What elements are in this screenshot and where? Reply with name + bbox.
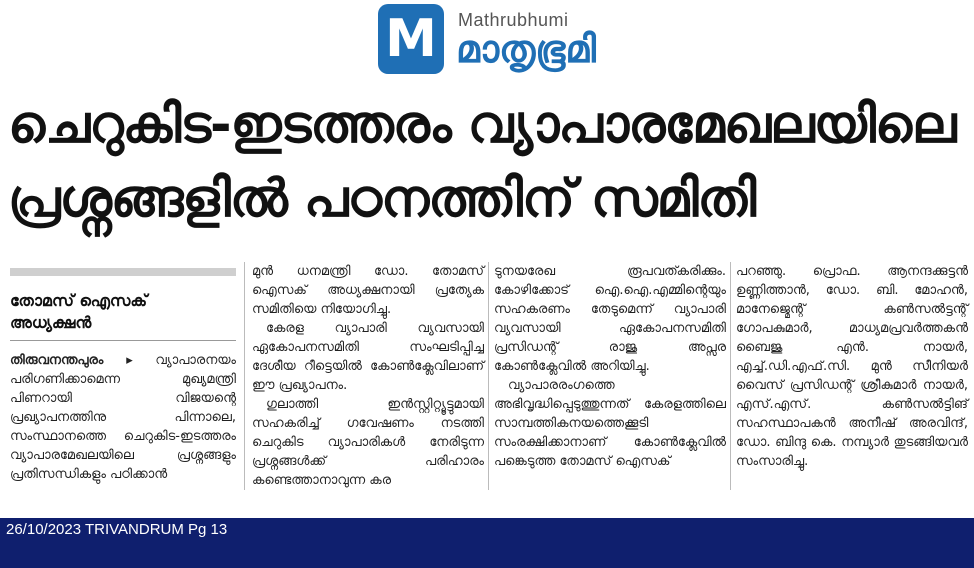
article-paragraph (10, 351, 236, 484)
article-paragraph (736, 262, 968, 471)
byline-role: അധ്യക്ഷൻ (10, 313, 92, 332)
masthead (378, 2, 678, 80)
edition-info: 26/10/2023 TRIVANDRUM Pg 13 (6, 521, 228, 538)
column-rule (730, 262, 731, 490)
article-column-0 (10, 268, 236, 484)
dateline: തിരുവനന്തപുരം ▸ (10, 353, 133, 368)
byline (10, 290, 236, 341)
article-paragraph (494, 262, 726, 471)
mathrubhumi-logo-icon (378, 4, 444, 74)
article-text: പറഞ്ഞു. പ്രൊഫ. ആനന്ദക്കുട്ടൻ ഉണ്ണിത്താൻ, ഡോ. ബി. മോഹൻ, മാനേജ്മെന്റ് കൺസൽട്ടന്റ് ഗോപകുമാർ, മാധ്യമപ്രവർത്തകൻ ബൈജു എൻ. നായർ, എച്ച്.ഡി.എഫ്.സി. മുൻ സീനിയർ വൈസ് പ്രസിഡന്റ് ശ്രീകുമാർ നായർ, എസ്.എസ്. കൺസൽട്ടിങ് സഹസ്ഥാപകൻ അനീഷ് അരവിന്ദ്, ഡോ. ബിന്ദു കെ. നമ്പ്യാർ തുടങ്ങിയവർ സംസാരിച്ചു. (736, 264, 968, 469)
byline-name: തോമസ് ഐസക് (10, 291, 148, 310)
article-column-2 (494, 262, 726, 471)
brand-name-english: Mathrubhumi (458, 10, 569, 30)
article-text: കേരള വ്യാപാരി വ്യവസായി ഏകോപനസമിതി സംഘടിപ്പിച്ച ദേശീയ റീട്ടെയിൽ കോൺക്ലേവിലാണ് ഈ പ്രഖ്യാപനം. (252, 321, 484, 393)
headline (8, 88, 968, 236)
brand-name-malayalam: മാതൃഭൂമി (456, 27, 596, 71)
column-rule (244, 262, 245, 490)
headline-line-2: പ്രശ്നങ്ങളിൽ പഠനത്തിന് സമിതി (8, 169, 756, 229)
column-rule (488, 262, 489, 490)
headline-line-1: ചെറുകിട-ഇടത്തരം വ്യാപാരമേഖലയിലെ (8, 95, 956, 155)
footer-bar (0, 518, 974, 568)
article-column-1 (252, 262, 484, 490)
article-text: മുൻ ധനമന്ത്രി ഡോ. തോമസ് ഐസക് അധ്യക്ഷനായി പ്രത്യേക സമിതിയെ നിയോഗിച്ചു. (252, 264, 484, 317)
article-paragraph (252, 262, 484, 490)
article-text: വ്യാപാരരംഗത്തെ അഭിവൃദ്ധിപ്പെടുത്തുന്നത് കേരളത്തിലെ സാമ്പത്തികനയത്തെക്കൂടി സംരക്ഷിക്കാനാണ് കോൺക്ലേവിൽ പങ്കെടുത്ത തോമസ് ഐസക് (494, 378, 726, 469)
article-text: ടുനയരേഖ രൂപവത്കരിക്കും. കോഴിക്കോട് ഐ.ഐ.എമ്മിന്റെയും സഹകരണം തേടുമെന്ന് വ്യാപാരി വ്യവസായി ഏകോപനസമിതി പ്രസിഡന്റ് രാജു അപ്സര കോൺക്ലേവിൽ അറിയിച്ചു. (494, 264, 726, 374)
article-text: വ്യാപാരനയം പരിഗണിക്കാമെന്ന മുഖ്യമന്ത്രി പിണറായി വിജയന്റെ പ്രഖ്യാപനത്തിനു പിന്നാലെ, സംസ്ഥാനത്തെ ചെറുകിട-ഇടത്തരം വ്യാപാരമേഖലയിലെ പ്രശ്നങ്ങളും പ്രതിസന്ധികളും പഠിക്കാൻ (10, 353, 236, 482)
article-text: ഗുലാത്തി ഇൻസ്റ്റിറ്റ്യൂട്ടുമായി സഹകരിച്ച് ഗവേഷണം നടത്തി ചെറുകിട വ്യാപാരികൾ നേരിടുന്ന പ്രശ്നങ്ങൾക്ക് പരിഹാരം കണ്ടെത്താനാവുന്ന കര (252, 397, 484, 488)
section-divider (10, 268, 236, 276)
logo-letter: M (385, 9, 437, 69)
article-column-3 (736, 262, 968, 471)
